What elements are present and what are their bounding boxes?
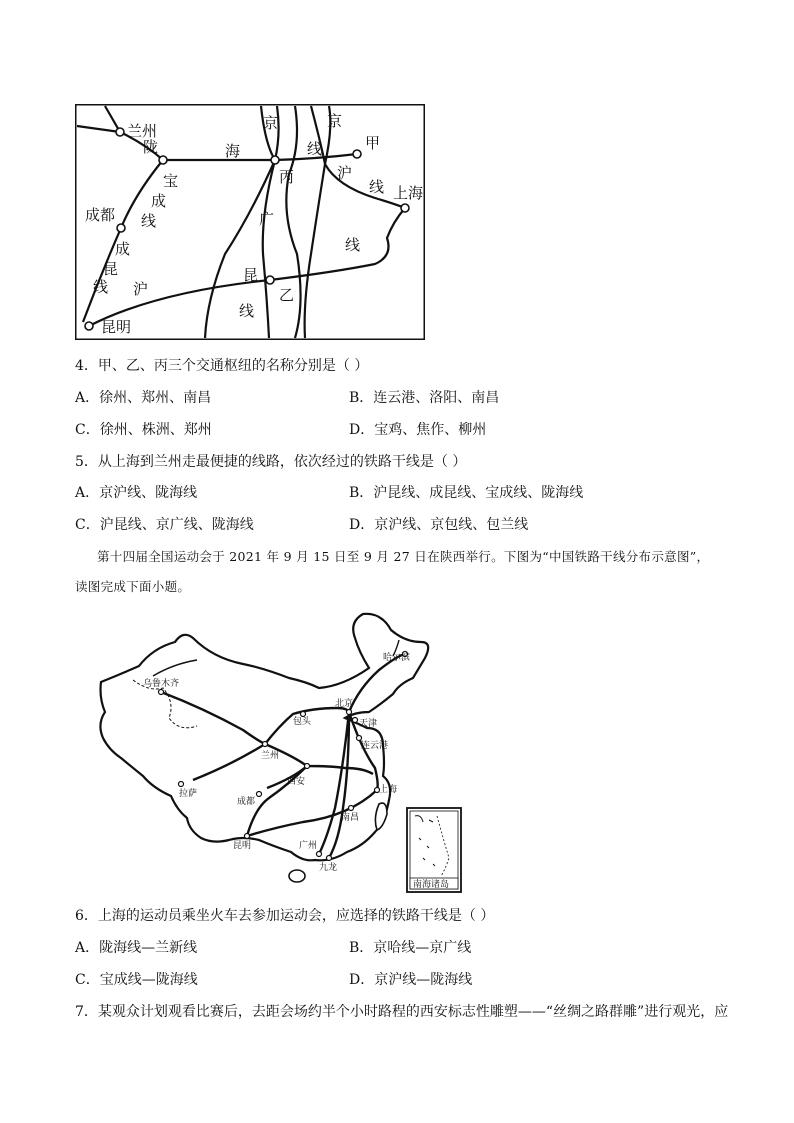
south-sea-inset xyxy=(407,808,461,892)
label-lhasa: 拉萨 xyxy=(179,789,198,799)
label-kunming: 昆明 xyxy=(101,318,132,336)
city-tianjin xyxy=(353,718,358,723)
node-yi xyxy=(266,276,274,284)
label-jing-right: 京 xyxy=(327,112,343,130)
node-baoji xyxy=(159,156,167,164)
node-chengdu xyxy=(117,224,125,232)
label-nanchang: 南昌 xyxy=(341,813,360,823)
hainan-outline xyxy=(289,870,305,882)
intro-line-2: 读图完成下面小题。 xyxy=(75,579,191,594)
q5-option-c: C．沪昆线、京广线、陇海线 xyxy=(75,517,254,533)
q5-option-b: B．沪昆线、成昆线、宝成线、陇海线 xyxy=(349,485,584,501)
q4-option-c: C．徐州、株洲、郑州 xyxy=(75,422,212,438)
city-xian xyxy=(305,764,310,769)
city-nanchang xyxy=(349,806,354,811)
label-lanzhou: 兰州 xyxy=(127,122,158,140)
city-urumqi xyxy=(159,690,164,695)
china-railway-map xyxy=(93,608,473,898)
label-jia: 甲 xyxy=(365,134,381,152)
label-lanzhou: 兰州 xyxy=(261,751,280,761)
q4-option-a: A．徐州、郑州、南昌 xyxy=(75,390,212,406)
label-hai: 海 xyxy=(225,142,241,160)
city-lhasa xyxy=(179,782,184,787)
label-chengdu: 成都 xyxy=(85,206,116,224)
q6-option-b: B．京哈线—京广线 xyxy=(349,940,472,956)
city-jiulong xyxy=(327,856,332,861)
label-chengdu: 成都 xyxy=(237,797,256,807)
label-hu1: 沪 xyxy=(337,164,353,182)
q4-option-b: B．连云港、洛阳、南昌 xyxy=(349,390,500,406)
label-xian1: 线 xyxy=(307,140,323,158)
label-yi: 乙 xyxy=(279,286,295,304)
label-xian6: 线 xyxy=(239,302,255,320)
label-cheng2: 成 xyxy=(115,240,131,258)
label-xian3: 线 xyxy=(141,212,157,230)
label-lianyungang: 连云港 xyxy=(361,741,389,751)
node-jia xyxy=(353,150,361,158)
city-lianyungang xyxy=(357,736,362,741)
question-6-stem: 6．上海的运动员乘坐火车去参加运动会，应选择的铁路干线是（ ） xyxy=(75,908,495,924)
label-bing: 丙 xyxy=(279,168,295,186)
city-baotou xyxy=(301,712,306,717)
label-cheng1: 成 xyxy=(151,192,167,210)
question-4-stem: 4．甲、乙、丙三个交通枢纽的名称分别是（ ） xyxy=(75,358,369,374)
label-xian5: 线 xyxy=(93,278,109,296)
label-xian2: 线 xyxy=(369,178,385,196)
label-tianjin: 天津 xyxy=(359,719,378,729)
label-jiulong: 九龙 xyxy=(319,863,338,873)
node-shanghai xyxy=(401,204,409,212)
city-kunming xyxy=(245,834,250,839)
taiwan-outline xyxy=(375,803,387,830)
q5-option-d: D．京沪线、京包线、包兰线 xyxy=(349,517,529,533)
city-lanzhou xyxy=(263,742,268,747)
city-guangzhou xyxy=(317,852,322,857)
label-jing-left: 京 xyxy=(263,114,279,132)
q5-option-a: A．京沪线、陇海线 xyxy=(75,485,198,501)
label-shanghai: 上海 xyxy=(379,785,398,795)
label-xian: 西安 xyxy=(287,777,306,787)
q6-option-a: A．陇海线—兰新线 xyxy=(75,940,198,956)
city-chengdu xyxy=(257,792,262,797)
q6-option-c: C．宝成线—陇海线 xyxy=(75,972,198,988)
label-bao: 宝 xyxy=(163,172,179,190)
label-guangzhou: 广州 xyxy=(299,841,318,851)
label-hu2: 沪 xyxy=(133,280,149,298)
label-baotou: 包头 xyxy=(293,717,312,727)
question-5-stem: 5．从上海到兰州走最便捷的线路，依次经过的铁路干线是（ ） xyxy=(75,454,467,470)
label-kun2: 昆 xyxy=(243,266,259,284)
q4-option-d: D．宝鸡、焦作、柳州 xyxy=(349,422,487,438)
label-beijing: 北京 xyxy=(335,699,354,709)
label-nanhai: 南海诸岛 xyxy=(413,880,450,890)
label-harbin: 哈尔滨 xyxy=(383,653,411,663)
label-kunming: 昆明 xyxy=(233,841,252,851)
label-shanghai: 上海 xyxy=(393,184,424,202)
node-lanzhou xyxy=(116,128,124,136)
node-kunming xyxy=(85,322,93,330)
node-bing xyxy=(271,156,279,164)
q6-option-d: D．京沪线—陇海线 xyxy=(349,972,473,988)
label-kun1: 昆 xyxy=(103,260,119,278)
label-xian4: 线 xyxy=(345,236,361,254)
label-urumqi: 乌鲁木齐 xyxy=(143,679,180,689)
label-guang: 广 xyxy=(259,210,275,228)
railway-schematic-map xyxy=(75,104,425,340)
label-long: 陇 xyxy=(143,138,159,156)
city-beijing xyxy=(347,710,352,715)
intro-line-1: 第十四届全国运动会于 2021 年 9 月 15 日至 9 月 27 日在陕西举行。下图为“中国铁路干线分布示意图”， xyxy=(97,549,710,564)
question-7-stem: 7．某观众计划观看比赛后，去距会场约半个小时路程的西安标志性雕塑——“丝绸之路群雕”进行观光，应 xyxy=(75,1004,729,1020)
